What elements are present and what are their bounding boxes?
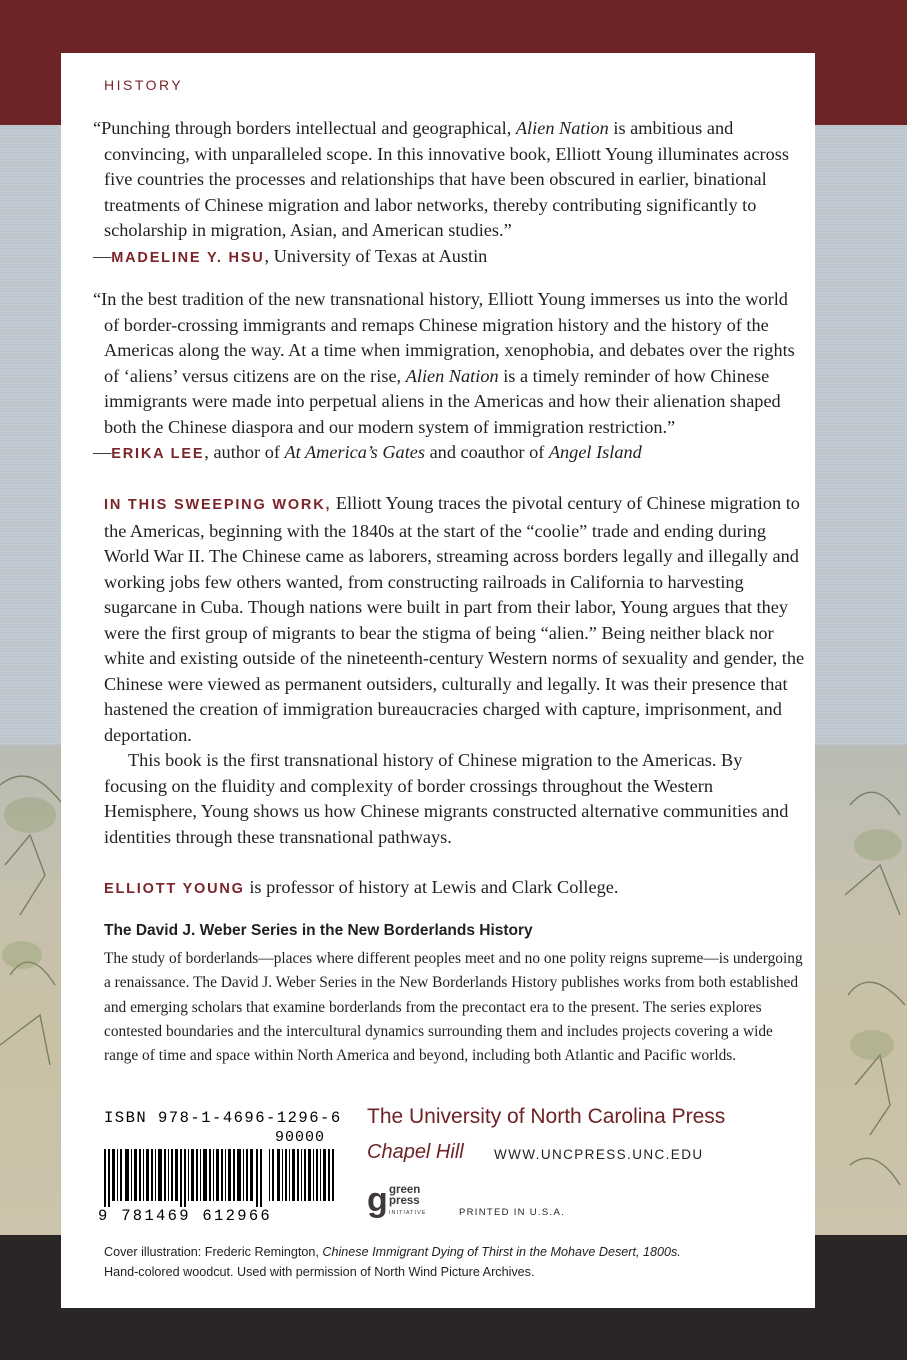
printed-in-label: PRINTED IN U.S.A. (459, 1207, 566, 1218)
quote-attribution: —ERIKA LEE, author of At America’s Gates and coauthor of Angel Island (93, 442, 642, 462)
description-lead: IN THIS SWEEPING WORK, (104, 497, 332, 513)
isbn-barcode (104, 1149, 262, 1207)
cover-credit: Cover illustration: Frederic Remington, Chinese Immigrant Dying of Thirst in the Mohave Desert, 1800s. Hand-colored woodcut. Used with permission of North Wind Picture Archives. (104, 1245, 681, 1279)
green-press-icon: g (367, 1181, 388, 1219)
quote-attribution: —MADELINE Y. HSU, University of Texas at Austin (93, 245, 488, 266)
price-code: 90000 (275, 1129, 326, 1146)
series-title: The David J. Weber Series in the New Borderlands History (104, 922, 533, 939)
series-description: The study of borderlands—places where different peoples meet and no one polity reigns supreme—is undergoing a renaissance. The David J. Weber Series in the New Borderlands History publishes works from both established and emerging scholars that examine borderlands from the precontact era to the present. The series explores contested boundaries and the intercultural dynamics surrounding them and includes projects covering a wide range of time and space within North America and beyond, including both Atlantic and Pacific worlds. (104, 950, 803, 1065)
isbn-label: ISBN 978-1-4696-1296-6 (104, 1109, 342, 1127)
green-press-initiative-logo: g green press INITIATIVE (367, 1181, 427, 1219)
back-cover-panel (61, 53, 815, 1308)
author-bio: ELLIOTT YOUNG is professor of history at Lewis and Clark College. (104, 877, 619, 897)
publisher-name: The University of North Carolina Press (367, 1105, 726, 1128)
barcode-digits: 9 781469 612966 (98, 1207, 273, 1225)
endorser-name: ERIKA LEE (111, 446, 205, 462)
publisher-city: Chapel Hill (367, 1141, 464, 1163)
category-label: HISTORY (104, 77, 184, 93)
endorsement-quote-lee (93, 287, 805, 468)
endorser-name: MADELINE Y. HSU (111, 249, 265, 266)
endorsement-quote-hsu (93, 116, 805, 271)
quote-text: “In the best tradition of the new transnational history, Elliott Young immerses us into the world of border-crossing immigrants and remaps Chinese migration history and the history of the Americas along the way. At a time when immigration, xenophobia, and debates over the rights of ‘aliens’ versus citizens are on the rise, Alien Nation is a timely reminder of how Chinese immigrants were made into perpetual aliens in the Americas and how their alienation shaped both the Chinese diaspora and our modern system of immigration restriction.” (93, 289, 795, 437)
description-paragraph: IN THIS SWEEPING WORK, Elliott Young traces the pivotal century of Chinese migration to the Americas, beginning with the 1840s at the start of the “coolie” trade and ending during World War II. The Chinese came as laborers, streaming across borders legally and illegally and working jobs few others wanted, from constructing railroads in California to harvesting sugarcane in Cuba. Though nations were built in part from their labor, Young argues that they were the first group of migrants to bear the stigma of being “alien.” Being neither black nor white and existing outside of the nineteenth-century Western norms of sexuality and gender, the Chinese were viewed as permanent outsiders, culturally and legally. It was their presence that hastened the creation of immigration bureaucracies charged with capture, imprisonment, and deportation. (104, 493, 805, 745)
quote-text: “Punching through borders intellectual and geographical, Alien Nation is ambitious and convincing, with unparalleled scope. In this innovative book, Elliott Young illuminates across five countries the processes and relationships that have been obscured in earlier, binational treatments of Chinese migration and labor networks, thereby contributing significantly to scholarship in migration, Asian, and American studies.” (93, 118, 789, 240)
publisher-url: WWW.UNCPRESS.UNC.EDU (494, 1147, 704, 1162)
description-paragraph: This book is the first transnational history of Chinese migration to the Americas. By focusing on the fluidity and complexity of border crossings throughout the Western Hemisphere, Young shows us how Chinese migrants constructed alternative communities and identities through these transnational pathways. (104, 750, 789, 847)
book-description (104, 491, 809, 850)
price-barcode (269, 1149, 335, 1201)
book-title: Alien Nation (515, 118, 609, 138)
author-name: ELLIOTT YOUNG (104, 881, 245, 897)
book-title: Alien Nation (405, 365, 499, 386)
